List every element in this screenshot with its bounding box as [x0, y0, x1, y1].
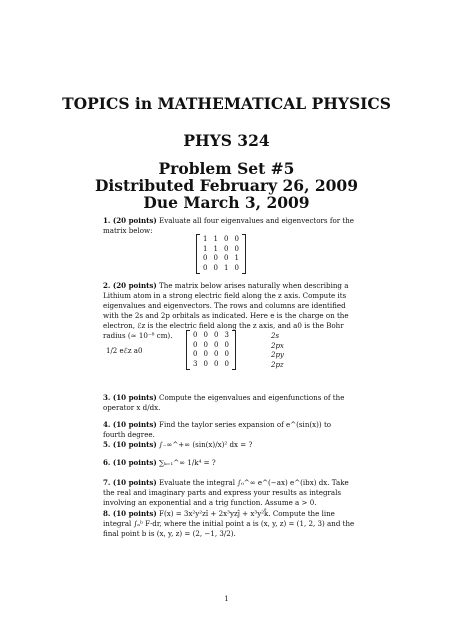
- due-date: Due March 3, 2009: [143, 193, 310, 212]
- page-number: 1: [224, 595, 229, 603]
- matrix-cell: 0: [234, 244, 239, 253]
- problem-8-text: F(x) = 3x²y²zî + 2x³yzĵ + x³y²k̂. Compute the line integral ∫ₐᵇ F·dr, where the initial point a is (x, y, z) = (1, 2, 3) and the final point b is (x, y, z) = (2, −1, 3/2).: [103, 509, 355, 538]
- matrix-cell: 0: [193, 331, 198, 339]
- problem-5-label: 5. (10 points): [103, 440, 157, 449]
- problem-2-label: 2. (20 points): [103, 281, 157, 290]
- matrix-2: [186, 330, 236, 370]
- matrix-cell: 0: [234, 235, 239, 243]
- problem-1: [103, 216, 355, 236]
- matrix-cell: 1: [224, 263, 229, 272]
- problem-6: [103, 458, 355, 468]
- matrix-cell: 0: [224, 254, 229, 262]
- matrix-cell: 0: [224, 359, 229, 368]
- matrix-cell: 1: [213, 244, 218, 253]
- problem-3-text: Compute the eigenvalues and eigenfunctions of the operator x d/dx.: [103, 393, 345, 412]
- matrix-cell: 0: [203, 340, 208, 349]
- problem-7-label: 7. (10 points): [103, 478, 157, 487]
- matrix-cell: 0: [234, 263, 239, 272]
- matrix-cell: 1: [203, 235, 208, 243]
- matrix-1: [196, 234, 246, 274]
- matrix-1-row: [200, 245, 242, 255]
- problem-1-text: Evaluate all four eigenvalues and eigenvectors for the matrix below:: [103, 216, 354, 235]
- problem-4-label: 4. (10 points): [103, 420, 157, 429]
- problem-7-text: Evaluate the integral ∫₀^∞ e^(−ax) e^(ibx) dx. Take the real and imaginary parts and express your results as integrals involving an exponential and a trig function. Assume a > 0.: [103, 478, 349, 507]
- matrix-cell: 0: [224, 340, 229, 349]
- problem-6-text: ∑ₖ₌₁^∞ 1/k⁴ = ?: [159, 458, 216, 467]
- matrix-cell: 0: [203, 359, 208, 368]
- problem-2-text: The matrix below arises naturally when describing a Lithium atom in a strong electric field along the z axis. Compute its eigenvalues and eigenvectors. The rows and columns are identified with the 2s and 2p orbitals as indicated. Here e is the charge on the electron, ℰz is the electric field along the z axis, and a0 is the Bohr radius (≃ 10⁻⁸ cm).: [103, 281, 349, 340]
- orbital-labels: [271, 332, 284, 370]
- matrix-cell: 1: [203, 244, 208, 253]
- matrix-2-row: [190, 350, 232, 360]
- matrix-cell: 3: [224, 331, 229, 339]
- matrix-cell: 1: [234, 254, 239, 262]
- matrix-cell: 0: [213, 254, 218, 262]
- orbital-label: 2s: [271, 332, 280, 340]
- problem-1-label: 1. (20 points): [103, 216, 157, 225]
- matrix-2-row: [190, 341, 232, 351]
- matrix-cell: 0: [224, 235, 229, 243]
- matrix-2-row: [190, 331, 232, 341]
- problem-3-label: 3. (10 points): [103, 393, 157, 402]
- course-topic-heading: TOPICS in MATHEMATICAL PHYSICS: [62, 94, 391, 113]
- problem-3: [103, 393, 355, 413]
- problem-5-text: ∫₋∞^+∞ (sin(x)/x)² dx = ?: [159, 440, 253, 449]
- problem-7: [103, 478, 355, 508]
- matrix-2-prefactor: 1/2 eℰz a0: [106, 347, 143, 355]
- orbital-label: 2px: [271, 341, 284, 350]
- course-code-heading: PHYS 324: [183, 131, 270, 150]
- matrix-cell: 0: [203, 350, 208, 358]
- matrix-1-row: [200, 264, 242, 274]
- matrix-cell: 0: [203, 331, 208, 339]
- problem-5: [103, 440, 355, 450]
- problem-4: [103, 420, 355, 440]
- matrix-1-row: [200, 254, 242, 264]
- matrix-cell: 0: [203, 254, 208, 262]
- matrix-cell: 0: [213, 263, 218, 272]
- matrix-cell: 0: [224, 244, 229, 253]
- matrix-cell: 0: [203, 263, 208, 272]
- orbital-label: 2pz: [271, 360, 284, 369]
- matrix-cell: 0: [214, 331, 219, 339]
- problem-8: [103, 509, 355, 539]
- problem-6-label: 6. (10 points): [103, 458, 157, 467]
- problem-4-text: Find the taylor series expansion of e^(sin(x)) to fourth degree.: [103, 420, 332, 439]
- orbital-label: 2py: [271, 351, 284, 359]
- distributed-date: Distributed February 26, 2009: [94, 176, 359, 195]
- matrix-cell: 1: [213, 235, 218, 243]
- matrix-cell: 0: [193, 340, 198, 349]
- matrix-1-row: [200, 235, 242, 245]
- matrix-2-row: [190, 360, 232, 370]
- matrix-cell: 0: [193, 350, 198, 358]
- matrix-cell: 0: [214, 350, 219, 358]
- problem-set-heading: Problem Set #5: [158, 159, 295, 178]
- problem-8-label: 8. (10 points): [103, 509, 157, 518]
- matrix-cell: 3: [193, 359, 198, 368]
- matrix-cell: 0: [224, 350, 229, 358]
- matrix-cell: 0: [214, 340, 219, 349]
- matrix-cell: 0: [214, 359, 219, 368]
